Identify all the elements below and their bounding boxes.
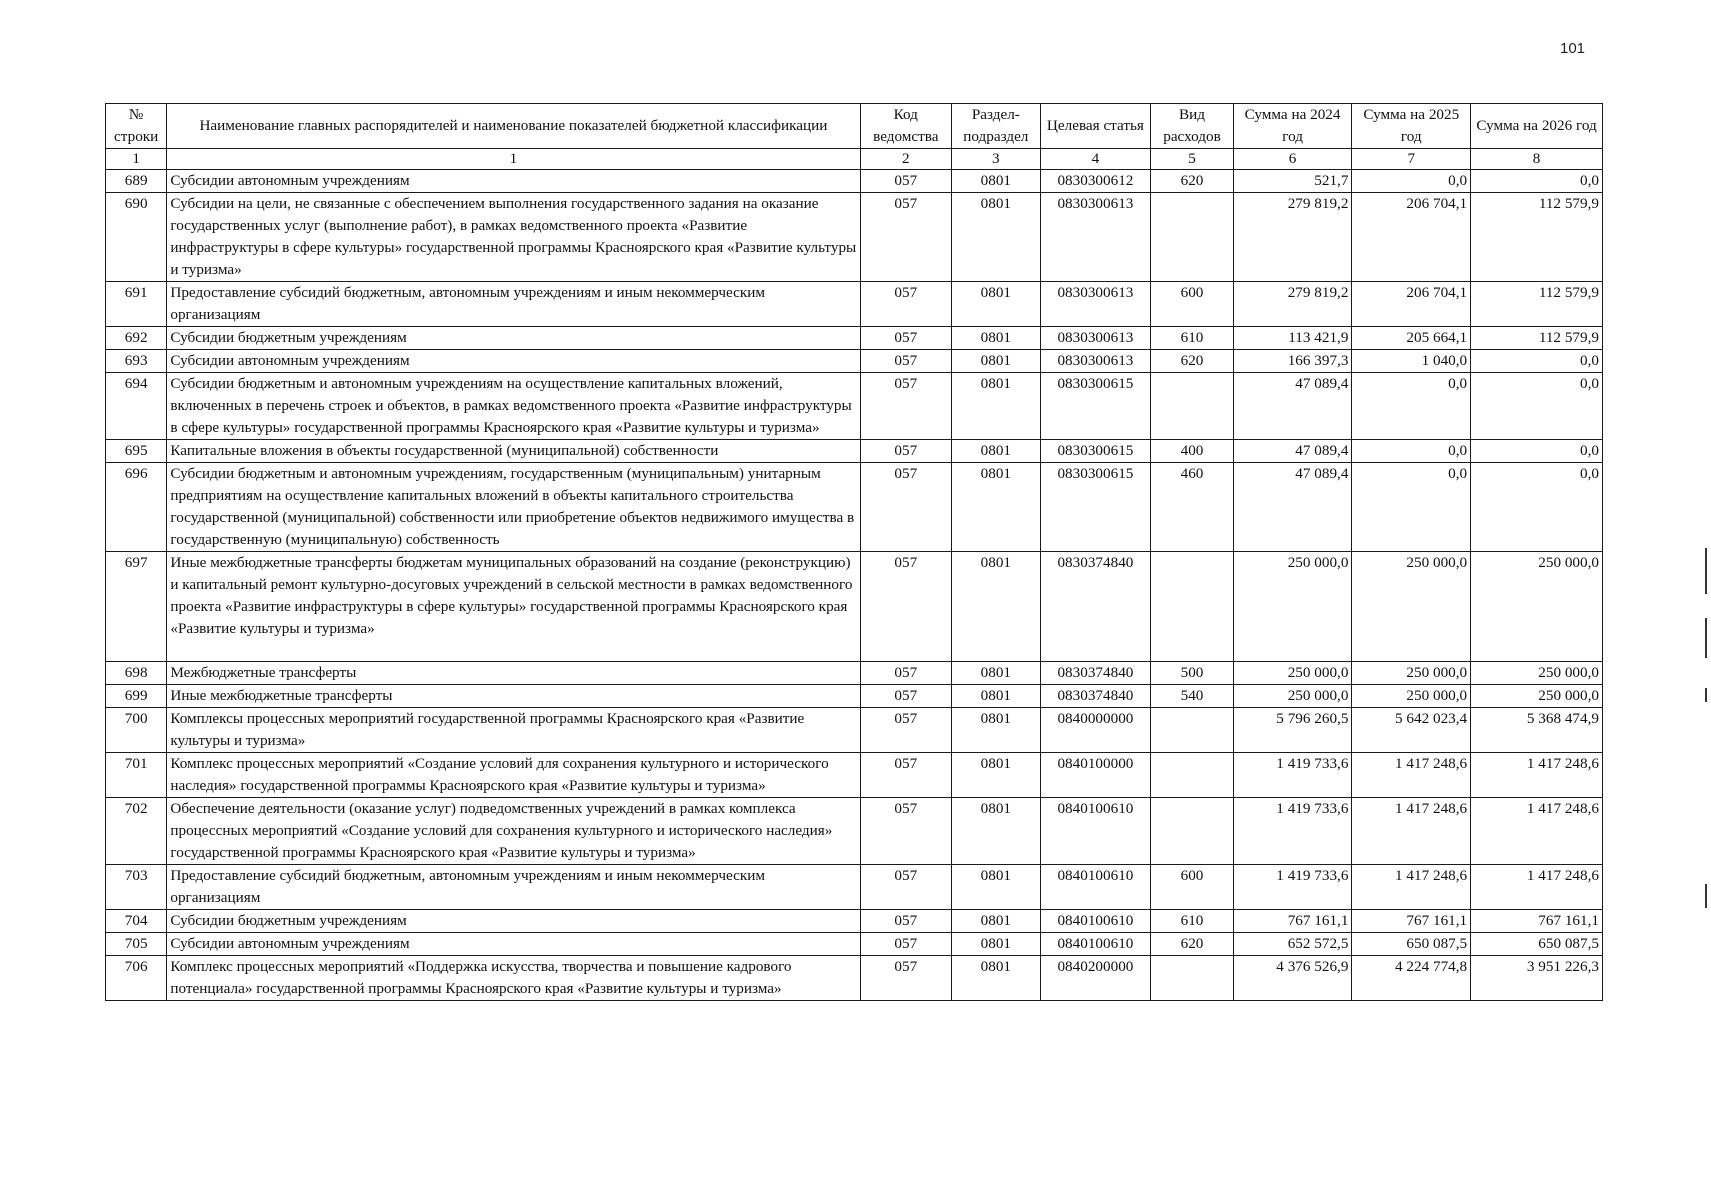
header-sum-2025: Сумма на 2025 год: [1352, 104, 1471, 149]
sum-2024: 250 000,0: [1233, 662, 1352, 685]
target-article: 0840000000: [1040, 708, 1151, 753]
section-code: 0801: [952, 327, 1041, 350]
header-sum-2024: Сумма на 2024 год: [1233, 104, 1352, 149]
row-name: Субсидии бюджетным учреждениям: [167, 910, 860, 933]
column-number-row: [106, 149, 1603, 170]
header-department-code: Код ведомства: [860, 104, 952, 149]
row-number: 703: [106, 865, 167, 910]
expense-type: 610: [1151, 910, 1233, 933]
target-article: 0840200000: [1040, 956, 1151, 1001]
section-code: 0801: [952, 933, 1041, 956]
section-code: 0801: [952, 910, 1041, 933]
section-code: 0801: [952, 662, 1041, 685]
sum-2026: 5 368 474,9: [1471, 708, 1603, 753]
sum-2024: 767 161,1: [1233, 910, 1352, 933]
sum-2026: 1 417 248,6: [1471, 753, 1603, 798]
table-row: [106, 956, 1603, 1001]
table-row: [106, 910, 1603, 933]
row-name: Субсидии автономным учреждениям: [167, 170, 860, 193]
row-number: 700: [106, 708, 167, 753]
sum-2026: 767 161,1: [1471, 910, 1603, 933]
sum-2026: 112 579,9: [1471, 282, 1603, 327]
sum-2025: 4 224 774,8: [1352, 956, 1471, 1001]
sum-2026: 112 579,9: [1471, 327, 1603, 350]
table-row: [106, 552, 1603, 662]
sum-2025: 250 000,0: [1352, 552, 1471, 662]
department-code: 057: [860, 865, 952, 910]
table-row: [106, 798, 1603, 865]
scan-margin-mark: [1705, 618, 1707, 658]
row-name: Субсидии бюджетным и автономным учреждениям на осуществление капитальных вложений, включенных в перечень строек и объектов, в рамках ведомственного проекта «Развитие инфраструктуры в сфере культуры» государственной программы Красноярского края «Развитие культуры и туризма»: [167, 373, 860, 440]
department-code: 057: [860, 910, 952, 933]
sum-2024: 47 089,4: [1233, 440, 1352, 463]
sum-2024: 113 421,9: [1233, 327, 1352, 350]
department-code: 057: [860, 933, 952, 956]
sum-2026: 650 087,5: [1471, 933, 1603, 956]
target-article: 0830300613: [1040, 193, 1151, 282]
expense-type: 540: [1151, 685, 1233, 708]
sum-2024: 250 000,0: [1233, 685, 1352, 708]
expense-type: 460: [1151, 463, 1233, 552]
table-row: [106, 865, 1603, 910]
table-row: [106, 708, 1603, 753]
column-number: 1: [106, 149, 167, 170]
target-article: 0830300613: [1040, 282, 1151, 327]
column-number: 7: [1352, 149, 1471, 170]
expense-type: 620: [1151, 170, 1233, 193]
expense-type: 600: [1151, 282, 1233, 327]
row-name: Комплексы процессных мероприятий государственной программы Красноярского края «Развитие культуры и туризма»: [167, 708, 860, 753]
section-code: 0801: [952, 753, 1041, 798]
row-number: 699: [106, 685, 167, 708]
header-name: Наименование главных распорядителей и наименование показателей бюджетной классификации: [167, 104, 860, 149]
column-number: 3: [952, 149, 1041, 170]
sum-2026: 0,0: [1471, 373, 1603, 440]
target-article: 0840100610: [1040, 798, 1151, 865]
department-code: 057: [860, 753, 952, 798]
row-number: 694: [106, 373, 167, 440]
row-name: Капитальные вложения в объекты государственной (муниципальной) собственности: [167, 440, 860, 463]
target-article: 0830374840: [1040, 685, 1151, 708]
column-number: 4: [1040, 149, 1151, 170]
table-row: [106, 685, 1603, 708]
row-number: 697: [106, 552, 167, 662]
column-number: 1: [167, 149, 860, 170]
section-code: 0801: [952, 463, 1041, 552]
sum-2024: 652 572,5: [1233, 933, 1352, 956]
sum-2025: 1 417 248,6: [1352, 798, 1471, 865]
header-row-number: № строки: [106, 104, 167, 149]
row-name: Субсидии автономным учреждениям: [167, 933, 860, 956]
sum-2024: 279 819,2: [1233, 282, 1352, 327]
section-code: 0801: [952, 685, 1041, 708]
sum-2025: 767 161,1: [1352, 910, 1471, 933]
table-row: [106, 282, 1603, 327]
target-article: 0840100610: [1040, 910, 1151, 933]
table-row: [106, 440, 1603, 463]
expense-type: 500: [1151, 662, 1233, 685]
sum-2025: 250 000,0: [1352, 685, 1471, 708]
budget-table: [105, 103, 1603, 1001]
table-row: [106, 373, 1603, 440]
sum-2024: 47 089,4: [1233, 463, 1352, 552]
row-name: Обеспечение деятельности (оказание услуг) подведомственных учреждений в рамках комплекса процессных мероприятий «Создание условий для сохранения культурного и исторического наследия» государственной программы Красноярского края «Развитие культуры и туризма»: [167, 798, 860, 865]
sum-2025: 1 040,0: [1352, 350, 1471, 373]
department-code: 057: [860, 373, 952, 440]
row-number: 698: [106, 662, 167, 685]
sum-2024: 250 000,0: [1233, 552, 1352, 662]
row-name: Субсидии бюджетным учреждениям: [167, 327, 860, 350]
row-name: Иные межбюджетные трансферты бюджетам муниципальных образований на создание (реконструкцию) и капитальный ремонт культурно-досуговых учреждений в сельской местности в рамках ведомственного проекта «Развитие инфраструктуры в сфере культуры» государственной программы Красноярского края «Развитие культуры и туризма»: [167, 552, 860, 662]
expense-type: [1151, 552, 1233, 662]
expense-type: [1151, 193, 1233, 282]
table-row: [106, 463, 1603, 552]
row-number: 701: [106, 753, 167, 798]
expense-type: [1151, 373, 1233, 440]
page-number: 101: [1560, 40, 1586, 57]
department-code: 057: [860, 327, 952, 350]
sum-2026: 0,0: [1471, 350, 1603, 373]
section-code: 0801: [952, 956, 1041, 1001]
sum-2026: 112 579,9: [1471, 193, 1603, 282]
row-name: Предоставление субсидий бюджетным, автономным учреждениям и иным некоммерческим организациям: [167, 865, 860, 910]
scan-margin-mark: [1705, 548, 1707, 594]
row-number: 695: [106, 440, 167, 463]
row-name: Предоставление субсидий бюджетным, автономным учреждениям и иным некоммерческим организациям: [167, 282, 860, 327]
sum-2024: 4 376 526,9: [1233, 956, 1352, 1001]
sum-2025: 206 704,1: [1352, 282, 1471, 327]
row-name: Субсидии автономным учреждениям: [167, 350, 860, 373]
table-row: [106, 350, 1603, 373]
section-code: 0801: [952, 350, 1041, 373]
row-name: Межбюджетные трансферты: [167, 662, 860, 685]
row-number: 702: [106, 798, 167, 865]
sum-2024: 1 419 733,6: [1233, 865, 1352, 910]
sum-2024: 47 089,4: [1233, 373, 1352, 440]
row-number: 706: [106, 956, 167, 1001]
sum-2024: 521,7: [1233, 170, 1352, 193]
department-code: 057: [860, 685, 952, 708]
row-name: Комплекс процессных мероприятий «Создание условий для сохранения культурного и исторического наследия» государственной программы Красноярского края «Развитие культуры и туризма»: [167, 753, 860, 798]
section-code: 0801: [952, 552, 1041, 662]
sum-2026: 1 417 248,6: [1471, 798, 1603, 865]
scan-margin-mark: [1705, 688, 1707, 702]
expense-type: [1151, 956, 1233, 1001]
target-article: 0840100610: [1040, 865, 1151, 910]
department-code: 057: [860, 552, 952, 662]
row-name: Иные межбюджетные трансферты: [167, 685, 860, 708]
expense-type: 610: [1151, 327, 1233, 350]
target-article: 0830300615: [1040, 463, 1151, 552]
expense-type: [1151, 708, 1233, 753]
sum-2025: 0,0: [1352, 373, 1471, 440]
table-body: [106, 170, 1603, 1001]
target-article: 0830300615: [1040, 440, 1151, 463]
header-expense-type: Вид расходов: [1151, 104, 1233, 149]
column-number: 8: [1471, 149, 1603, 170]
sum-2026: 250 000,0: [1471, 685, 1603, 708]
column-number: 5: [1151, 149, 1233, 170]
header-section: Раздел-подраздел: [952, 104, 1041, 149]
sum-2026: 1 417 248,6: [1471, 865, 1603, 910]
target-article: 0830300612: [1040, 170, 1151, 193]
sum-2024: 166 397,3: [1233, 350, 1352, 373]
sum-2024: 279 819,2: [1233, 193, 1352, 282]
department-code: 057: [860, 662, 952, 685]
row-number: 691: [106, 282, 167, 327]
column-number: 2: [860, 149, 952, 170]
sum-2025: 250 000,0: [1352, 662, 1471, 685]
header-target-article: Целевая статья: [1040, 104, 1151, 149]
expense-type: [1151, 798, 1233, 865]
expense-type: [1151, 753, 1233, 798]
sum-2025: 0,0: [1352, 170, 1471, 193]
department-code: 057: [860, 282, 952, 327]
target-article: 0830300613: [1040, 350, 1151, 373]
row-name: Субсидии на цели, не связанные с обеспечением выполнения государственного задания на оказание государственных услуг (выполнение работ), в рамках ведомственного проекта «Развитие инфраструктуры в сфере культуры» государственной программы Красноярского края «Развитие культуры и туризма»: [167, 193, 860, 282]
target-article: 0830374840: [1040, 662, 1151, 685]
sum-2025: 650 087,5: [1352, 933, 1471, 956]
table-row: [106, 933, 1603, 956]
row-number: 690: [106, 193, 167, 282]
sum-2026: 0,0: [1471, 440, 1603, 463]
department-code: 057: [860, 956, 952, 1001]
sum-2026: 0,0: [1471, 463, 1603, 552]
column-number: 6: [1233, 149, 1352, 170]
department-code: 057: [860, 350, 952, 373]
sum-2024: 5 796 260,5: [1233, 708, 1352, 753]
sum-2026: 3 951 226,3: [1471, 956, 1603, 1001]
table-row: [106, 662, 1603, 685]
row-name: Комплекс процессных мероприятий «Поддержка искусства, творчества и повышение кадрового потенциала» государственной программы Красноярского края «Развитие культуры и туризма»: [167, 956, 860, 1001]
row-number: 705: [106, 933, 167, 956]
sum-2025: 5 642 023,4: [1352, 708, 1471, 753]
table-row: [106, 327, 1603, 350]
table-row: [106, 753, 1603, 798]
section-code: 0801: [952, 170, 1041, 193]
target-article: 0830374840: [1040, 552, 1151, 662]
target-article: 0840100610: [1040, 933, 1151, 956]
department-code: 057: [860, 798, 952, 865]
sum-2025: 0,0: [1352, 440, 1471, 463]
section-code: 0801: [952, 193, 1041, 282]
department-code: 057: [860, 170, 952, 193]
department-code: 057: [860, 463, 952, 552]
target-article: 0830300613: [1040, 327, 1151, 350]
expense-type: 620: [1151, 350, 1233, 373]
department-code: 057: [860, 440, 952, 463]
sum-2025: 1 417 248,6: [1352, 865, 1471, 910]
sum-2026: 250 000,0: [1471, 662, 1603, 685]
expense-type: 600: [1151, 865, 1233, 910]
expense-type: 620: [1151, 933, 1233, 956]
table-row: [106, 193, 1603, 282]
sum-2024: 1 419 733,6: [1233, 753, 1352, 798]
department-code: 057: [860, 708, 952, 753]
sum-2026: 250 000,0: [1471, 552, 1603, 662]
header-row: [106, 104, 1603, 149]
row-number: 696: [106, 463, 167, 552]
sum-2026: 0,0: [1471, 170, 1603, 193]
target-article: 0830300615: [1040, 373, 1151, 440]
section-code: 0801: [952, 865, 1041, 910]
sum-2025: 206 704,1: [1352, 193, 1471, 282]
sum-2025: 0,0: [1352, 463, 1471, 552]
section-code: 0801: [952, 798, 1041, 865]
row-number: 689: [106, 170, 167, 193]
row-number: 693: [106, 350, 167, 373]
department-code: 057: [860, 193, 952, 282]
row-number: 692: [106, 327, 167, 350]
header-sum-2026: Сумма на 2026 год: [1471, 104, 1603, 149]
section-code: 0801: [952, 373, 1041, 440]
expense-type: 400: [1151, 440, 1233, 463]
sum-2025: 1 417 248,6: [1352, 753, 1471, 798]
sum-2025: 205 664,1: [1352, 327, 1471, 350]
sum-2024: 1 419 733,6: [1233, 798, 1352, 865]
section-code: 0801: [952, 708, 1041, 753]
scan-margin-mark: [1705, 884, 1707, 908]
section-code: 0801: [952, 440, 1041, 463]
table-row: [106, 170, 1603, 193]
target-article: 0840100000: [1040, 753, 1151, 798]
section-code: 0801: [952, 282, 1041, 327]
row-number: 704: [106, 910, 167, 933]
row-name: Субсидии бюджетным и автономным учреждениям, государственным (муниципальным) унитарным предприятиям на осуществление капитальных вложений в объекты капитального строительства государственной (муниципальной) собственности или приобретение объектов недвижимого имущества в государственную (муниципальную) собственность: [167, 463, 860, 552]
